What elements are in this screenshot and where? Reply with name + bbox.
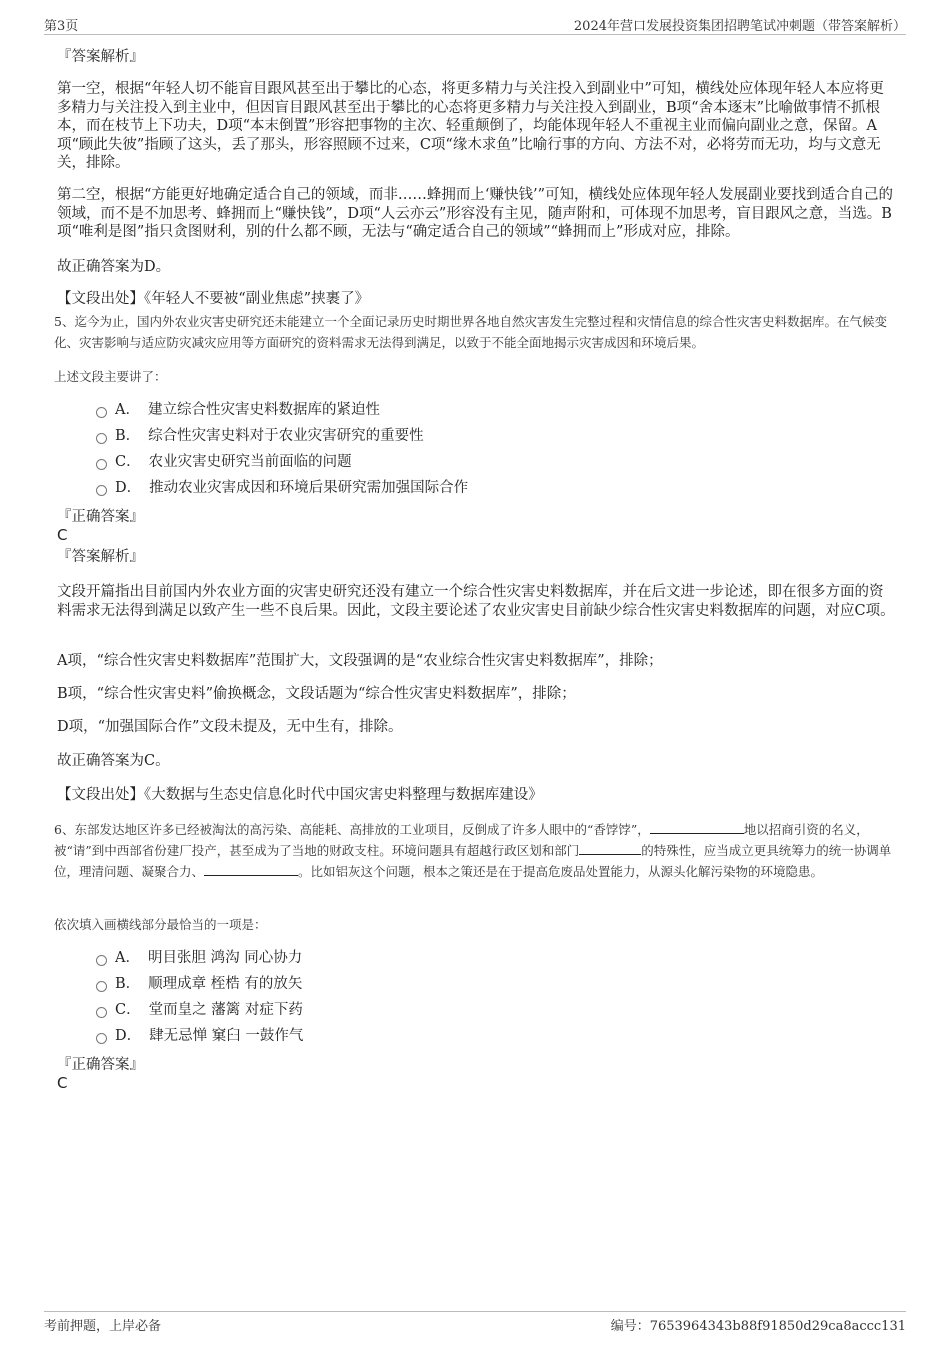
q5-conclusion: 故正确答案为C。 (57, 753, 170, 769)
q5-analysis-p2: A项，“综合性灾害史料数据库”范围扩大，文段强调的是“农业综合性灾害史料数据库”，排除； (57, 653, 663, 669)
page-header (44, 14, 906, 35)
q5-prompt: 上述文段主要讲了： (54, 369, 167, 384)
q5-option-b[interactable]: B． 综合性灾害史料对于农业灾害研究的重要性 (96, 426, 424, 446)
q5-answer: C (57, 526, 68, 544)
q5-analysis-p1: 文段开篇指出目前国内外农业方面的灾害史研究还没有建立一个综合性灾害史料数据库，并在后文进一步论述，即在很多方面的资料需求无法得到满足以致产生一些不良后果。因此，文段主要论述了农业灾害史目前缺少综合性灾害史料数据库的问题，对应C项。 (57, 584, 895, 619)
q5-stem: 5、迄今为止，国内外农业灾害史研究还未能建立一个全面记录历史时期世界各地自然灾害发生完整过程和灾情信息的综合性灾害史料数据库。在气候变化、灾害影响与适应防灾减灾应用等方面研究的资料需求无法得到满足，以致于不能全面地揭示灾害成因和环境后果。 (54, 314, 887, 350)
radio-icon[interactable] (96, 1033, 107, 1044)
q4-conclusion: 故正确答案为D。 (57, 259, 171, 275)
page-number: 第3页 (44, 19, 79, 34)
q4-analysis-p1: 第一空，根据“年轻人切不能盲目跟风甚至出于攀比的心态，将更多精力与关注投入到副业中”可知，横线处应体现年轻人本应将更多精力与关注投入到主业中，但因盲目跟风甚至出于攀比的心态将更多精力与关注投入到副业，B项“舍本逐末”比喻做事情不抓根本，而在枝节上下功夫，D项“本末倒置”形容把事物的主次、轻重颠倒了，均能体现年轻人不重视主业而偏向副业之意，保留。A项“顾此失彼”指顾了这头，丢了那头，形容照顾不过来，C项“缘木求鱼”比喻行事的方向、方法不对，必将劳而无功，均与文意无关，排除。 (57, 81, 884, 171)
blank-1 (650, 821, 744, 834)
q4-analysis-p2: 第二空，根据“方能更好地确定适合自己的领域，而非……蜂拥而上‘赚快钱’”可知，横线处应体现年轻人发展副业要找到适合自己的领域，而不是不加思考、蜂拥而上“赚快钱”，D项“人云亦云”形容没有主见，随声附和，可体现不加思考，盲目跟风之意，当选。B项“唯利是图”指只贪图财利，别的什么都不顾，无法与“确定适合自己的领域”“蜂拥而上”形成对应，排除。 (57, 187, 894, 240)
blank-3 (204, 863, 298, 876)
q5-option-c[interactable]: C． 农业灾害史研究当前面临的问题 (96, 452, 352, 472)
q5-option-a[interactable]: A． 建立综合性灾害史料数据库的紧迫性 (96, 400, 380, 420)
document-title: 2024年营口发展投资集团招聘笔试冲刺题（带答案解析） (573, 19, 906, 34)
q5-answer-label: 『正确答案』 (57, 509, 144, 525)
q6-option-c[interactable]: C． 堂而皇之 藩篱 对症下药 (96, 1000, 303, 1020)
radio-icon[interactable] (96, 955, 107, 966)
radio-icon[interactable] (96, 407, 107, 418)
q4-analysis-label: 『答案解析』 (57, 49, 144, 65)
q5-analysis-p3: B项，“综合性灾害史料”偷换概念，文段话题为“综合性灾害史料数据库”，排除； (57, 686, 576, 702)
q5-analysis-p4: D项，“加强国际合作”文段未提及，无中生有，排除。 (57, 719, 403, 735)
page-footer (44, 1311, 906, 1334)
radio-icon[interactable] (96, 433, 107, 444)
blank-2 (579, 842, 641, 855)
q5-source: 【文段出处】《大数据与生态史信息化时代中国灾害史料整理与数据库建设》 (57, 787, 543, 803)
q6-stem: 6、东部发达地区许多已经被淘汰的高污染、高能耗、高排放的工业项目，反倒成了许多人眼中的“香饽饽”， 地以招商引资的名义，被“请”到中西部省份建厂投产，甚至成为了当地的财政支柱。环境问题具有超越行政区划和部门 的特殊性，应当成立更具统筹力的统一协调单位，理清问题、凝聚合力、 。比如铝灰这个问题，根本之策还是在于提高危废品处置能力，从源头化解污染物的环境隐患。 (54, 822, 892, 879)
radio-icon[interactable] (96, 981, 107, 992)
radio-icon[interactable] (96, 459, 107, 470)
q6-option-b[interactable]: B． 顺理成章 桎梏 有的放矢 (96, 974, 302, 994)
q4-source: 【文段出处】《年轻人不要被“副业焦虑”挟裹了》 (57, 291, 370, 307)
document-id: 编号：7653964343b88f91850d29ca8accc131 (610, 1319, 906, 1334)
q6-option-d[interactable]: D． 肆无忌惮 窠臼 一鼓作气 (96, 1026, 303, 1046)
q6-answer: C (57, 1074, 68, 1092)
q6-answer-label: 『正确答案』 (57, 1057, 144, 1073)
radio-icon[interactable] (96, 485, 107, 496)
q5-option-d[interactable]: D． 推动农业灾害成因和环境后果研究需加强国际合作 (96, 478, 468, 498)
radio-icon[interactable] (96, 1007, 107, 1018)
q5-analysis-label: 『答案解析』 (57, 549, 144, 565)
q6-prompt: 依次填入画横线部分最恰当的一项是： (54, 917, 267, 932)
footer-slogan: 考前押题，上岸必备 (44, 1319, 162, 1334)
q6-option-a[interactable]: A． 明目张胆 鸿沟 同心协力 (96, 948, 302, 968)
